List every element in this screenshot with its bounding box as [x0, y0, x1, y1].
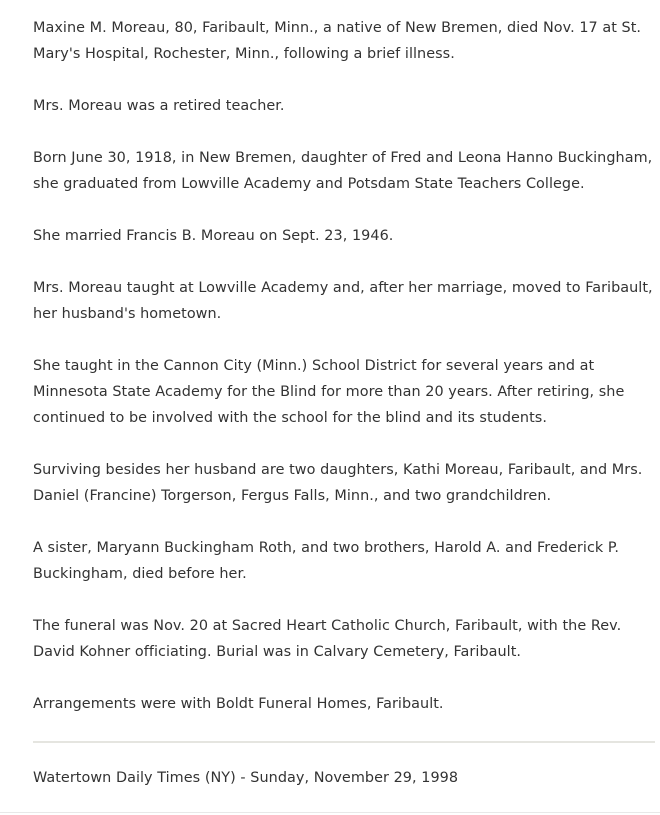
- section-divider: [33, 741, 655, 743]
- obituary-paragraph: She married Francis B. Moreau on Sept. 23, 1946.: [33, 228, 394, 244]
- obituary-article: [33, 15, 655, 743]
- obituary-paragraph: She taught in the Cannon City (Minn.) School District for several years and at Minnesota State Academy for the Blind for more than 20 years. After retiring, she continued to be involved with the school for the blind and its students.: [33, 358, 625, 426]
- obituary-paragraph: Born June 30, 1918, in New Bremen, daughter of Fred and Leona Hanno Buckingham, she graduated from Lowville Academy and Potsdam State Teachers College.: [33, 150, 653, 192]
- obituary-paragraph: Surviving besides her husband are two daughters, Kathi Moreau, Faribault, and Mrs. Daniel (Francine) Torgerson, Fergus Falls, Minn., and two grandchildren.: [33, 462, 643, 504]
- bottom-border: [0, 812, 660, 813]
- obituary-paragraph: Mrs. Moreau was a retired teacher.: [33, 98, 285, 114]
- obituary-paragraph: Maxine M. Moreau, 80, Faribault, Minn., a native of New Bremen, died Nov. 17 at St. Mary's Hospital, Rochester, Minn., following a brief illness.: [33, 20, 642, 62]
- source-citation: Watertown Daily Times (NY) - Sunday, November 29, 1998: [33, 770, 459, 786]
- obituary-paragraph: The funeral was Nov. 20 at Sacred Heart Catholic Church, Faribault, with the Rev. David Kohner officiating. Burial was in Calvary Cemetery, Faribault.: [33, 618, 622, 660]
- obituary-paragraph: Mrs. Moreau taught at Lowville Academy and, after her marriage, moved to Faribault, her husband's hometown.: [33, 280, 653, 322]
- obituary-paragraph: A sister, Maryann Buckingham Roth, and two brothers, Harold A. and Frederick P. Buckingham, died before her.: [33, 540, 620, 582]
- obituary-paragraph: Arrangements were with Boldt Funeral Homes, Faribault.: [33, 696, 444, 712]
